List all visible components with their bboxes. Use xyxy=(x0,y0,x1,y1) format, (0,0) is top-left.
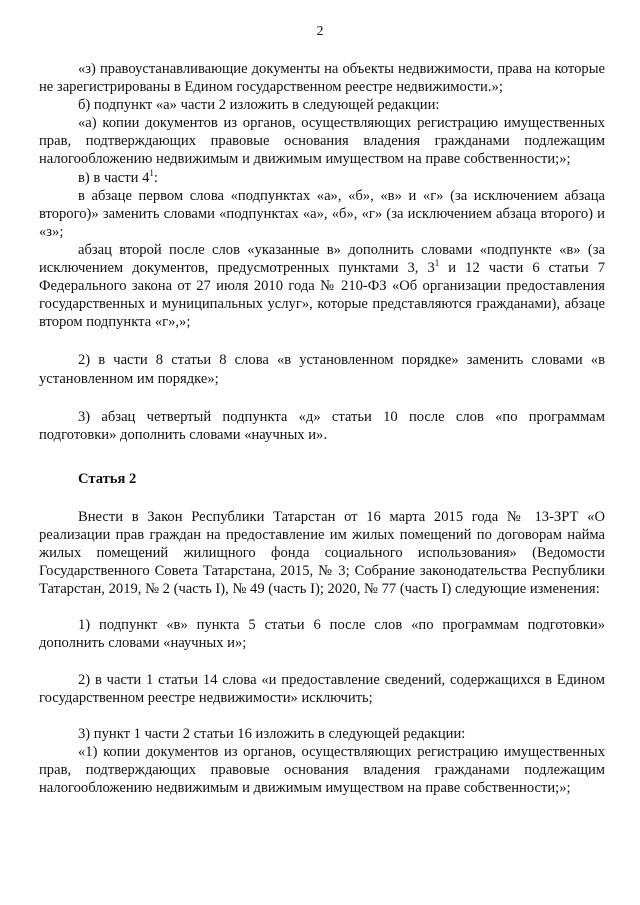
text-run: и 12 части 6 статьи 7 Федерального закона от 27 июля 2010 года № 210-ФЗ «Об организации предоставления государственных и муниципальных услуг», которые представляются гражданами), абзаце втором подпункта «г»,»; xyxy=(39,260,605,331)
paragraph-point-2: 2) в части 8 статьи 8 слова «в установленном порядке» заменить словами «в установленном им порядке»; xyxy=(39,352,605,387)
paragraph-change-2: 2) в части 1 статьи 14 слова «и предоставление сведений, содержащихся в Едином государственном реестре недвижимости» исключить; xyxy=(39,671,605,706)
article-heading: Статья 2 xyxy=(78,470,137,487)
paragraph-article-intro: Внести в Закон Республики Татарстан от 16 марта 2015 года № 13-ЗРТ «О реализации прав граждан на предоставление им жилых помещений по договорам найма жилых помещений жилищного фонда социального использования» (Ведомости Государственного Совета Татарстана, 2015, № 3; Собрание законодательства Республики Татарстан, 2019, № 2 (часть I), № 49 (часть I); 2020, № 77 (часть I) следующие изменения: xyxy=(39,508,605,598)
text-run: в) в части 4 xyxy=(78,169,150,186)
paragraph-subitem-v xyxy=(39,169,605,187)
paragraph-item-z: «з) правоустанавливающие документы на объекты недвижимости, права на которые не зарегистрированы в Едином государственном реестре недвижимости.»; xyxy=(39,61,605,96)
paragraph-change-3: 3) пункт 1 части 2 статьи 16 изложить в следующей редакции: xyxy=(78,725,466,742)
superscript: 1 xyxy=(149,167,154,178)
paragraph-change-3-text: «1) копии документов из органов, осуществляющих регистрацию имущественных прав, подтверждающих правовые основания владения гражданами подлежащим налогообложению недвижимым и движимым имуществом на праве собственности;»; xyxy=(39,743,605,796)
paragraph-item-a-text: «а) копии документов из органов, осуществляющих регистрацию имущественных прав, подтверждающих правовые основания владения гражданами подлежащим налогообложению недвижимым и движимым имуществом на праве собственности;»; xyxy=(39,115,605,168)
paragraph-change-1: 1) подпункт «в» пункта 5 статьи 6 после слов «по программам подготовки» дополнить словами «научных и»; xyxy=(39,617,605,652)
superscript: 1 xyxy=(434,258,440,269)
paragraph-point-3: 3) абзац четвертый подпункта «д» статьи 10 после слов «по программам подготовки» дополнить словами «научных и». xyxy=(39,408,605,443)
text-run: : xyxy=(153,169,158,186)
paragraph-second-abzac xyxy=(39,241,605,331)
document-body xyxy=(39,60,605,797)
text-run: абзац второй после слов «указанные в» дополнить словами «подпункте «в» (за исключением документов, предусмотренных пунктами 3, 3 xyxy=(39,241,605,277)
paragraph-first-abzac: в абзаце первом слова «подпунктах «а», «б», «в» и «г» (за исключением абзаца второго)» заменить словами «подпунктах «а», «б», «г» (за исключением абзаца второго) и «з»; xyxy=(39,187,605,240)
paragraph-subitem-b: б) подпункт «а» части 2 изложить в следующей редакции: xyxy=(78,97,440,114)
page-number: 2 xyxy=(316,24,324,39)
